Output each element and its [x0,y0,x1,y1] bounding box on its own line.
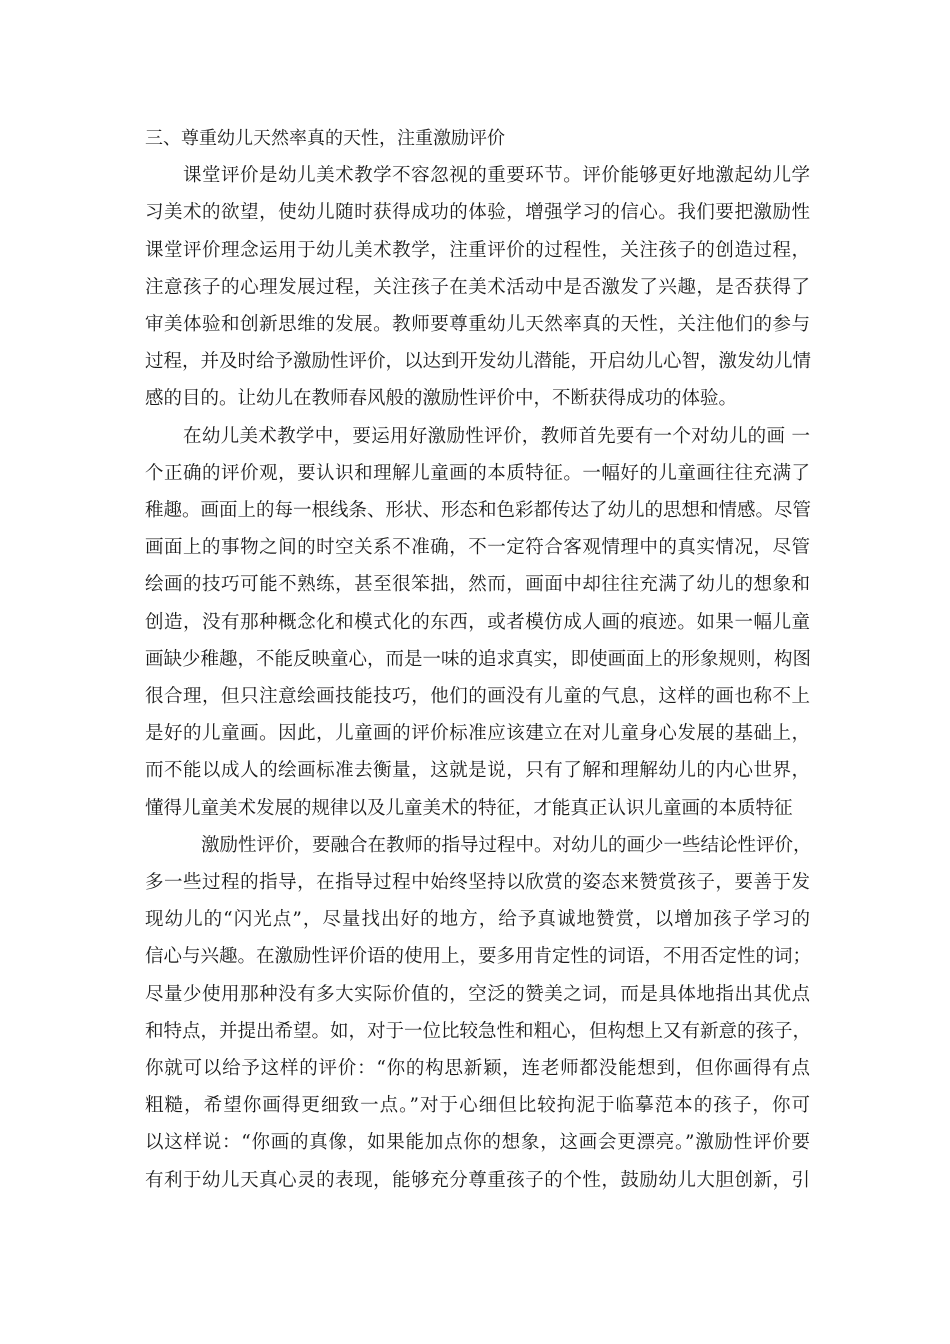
paragraph-1 [145,157,810,417]
document-body [145,120,810,1199]
section-heading: 三、尊重幼儿天然率真的天性，注重激励评价 [145,128,505,149]
text-line: 以这样说：“你画的真像，如果能加点你的想象，这画会更漂亮。”激励性评价要 [145,1132,810,1154]
text-line: 激励性评价，要融合在教师的指导过程中。对幼儿的画少一些结论性评价， [201,834,812,856]
text-line: 懂得儿童美术发展的规律以及儿童美术的特征，才能真正认识儿童画的本质特征 [145,797,793,819]
text-line: 多一些过程的指导，在指导过程中始终坚持以欣赏的姿态来赞赏孩子，要善于发 [145,872,810,894]
text-line: 过程，并及时给予激励性评价，以达到开发幼儿潜能，开启幼儿心智，激发幼儿情 [145,351,812,373]
paragraph-2 [145,418,810,827]
text-line: 绘画的技巧可能不熟练，甚至很笨拙，然而，画面中却往往充满了幼儿的想象和 [145,574,810,596]
text-line: 是好的儿童画。因此，儿童画的评价标准应该建立在对儿童身心发展的基础上， [145,723,810,745]
text-line: 画缺少稚趣，不能反映童心，而是一味的追求真实，即使画面上的形象规则，构图 [145,648,812,670]
text-line: 注意孩子的心理发展过程，关注孩子在美术活动中是否激发了兴趣，是否获得了 [145,276,810,298]
text-line: 创造，没有那种概念化和模式化的东西，或者模仿成人画的痕迹。如果一幅儿童 [145,611,810,633]
text-line: 有利于幼儿天真心灵的表现，能够充分尊重孩子的个性，鼓励幼儿大胆创新，引 [145,1169,810,1191]
paragraph-3 [145,827,810,1199]
text-line: 信心与兴趣。在激励性评价语的使用上，要多用肯定性的词语，不用否定性的词； [145,946,812,968]
text-line: 稚趣。画面上的每一根线条、形状、形态和色彩都传达了幼儿的思想和情感。尽管 [145,500,812,522]
text-line: 粗糙，希望你画得更细致一点。”对于心细但比较拘泥于临摹范本的孩子，你可 [145,1095,810,1117]
text-line: 感的目的。让幼儿在教师春风般的激励性评价中，不断获得成功的体验。 [145,388,738,410]
text-line: 个正确的评价观，要认识和理解儿童画的本质特征。一幅好的儿童画往往充满了 [145,462,810,484]
text-line: 现幼儿的“闪光点”，尽量找出好的地方，给予真诚地赞赏，以增加孩子学习的 [145,909,810,931]
text-line: 课堂评价理念运用于幼儿美术教学，注重评价的过程性，关注孩子的创造过程， [145,239,810,261]
text-line: 习美术的欲望，使幼儿随时获得成功的体验，增强学习的信心。我们要把激励性 [145,202,810,224]
text-line: 审美体验和创新思维的发展。教师要尊重幼儿天然率真的天性，关注他们的参与 [145,314,810,336]
text-line: 你就可以给予这样的评价：“你的构思新颖，连老师都没能想到，但你画得有点 [145,1058,810,1080]
text-line: 在幼儿美术教学中，要运用好激励性评价，教师首先要有一个对幼儿的画 一 [183,425,810,447]
text-line: 课堂评价是幼儿美术教学不容忽视的重要环节。评价能够更好地激起幼儿学 [183,165,810,187]
text-line: 画面上的事物之间的时空关系不准确，不一定符合客观情理中的真实情况，尽管 [145,537,810,559]
text-line: 而不能以成人的绘画标准去衡量，这就是说，只有了解和理解幼儿的内心世界， [145,760,810,782]
text-line: 和特点，并提出希望。如，对于一位比较急性和粗心，但构想上又有新意的孩子， [145,1020,812,1042]
text-line: 尽量少使用那种没有多大实际价值的，空泛的赞美之词，而是具体地指出其优点 [145,983,810,1005]
text-line: 很合理，但只注意绘画技能技巧，他们的画没有儿童的气息，这样的画也称不上 [145,686,810,708]
